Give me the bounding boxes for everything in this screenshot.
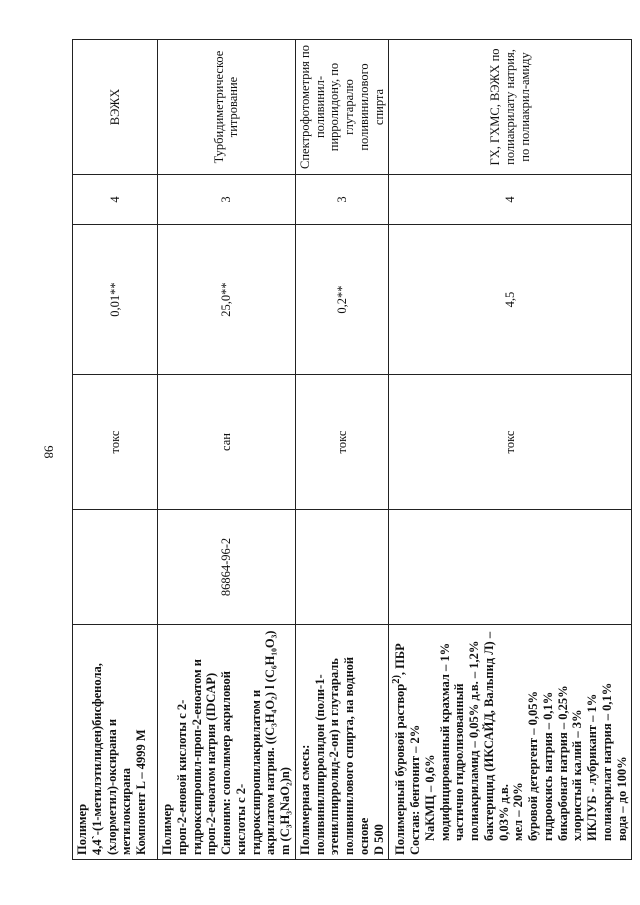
substance-table [72, 39, 632, 860]
mud-title: Полимерный буровой раствор [393, 683, 408, 855]
table-row [158, 40, 296, 860]
cas-number [295, 510, 389, 625]
substance-name: Полимер 4,4`-(1-метилэтилиден)бисфенола, (хлорметил)-оксирана и метилоксирана Компонент L – 4999 М [73, 625, 158, 860]
substance-name: Полимерная смесь: поливинилпирролидон (поли-1-этенилпирролид-2-он) и глутараль поливинилового спирта, на водной основе D 500 [295, 625, 389, 860]
analysis-method: ГХ, ГХМС, ВЭЖХ по полиакрилату натрия, по полиакрил-амиду [389, 40, 632, 175]
substance-name: Полимерный буровой раствор$^{2)}$, ПБР Состав: бентонит – 2% NaКМЦ – 0,6% модифицированный крахмал – 1% частично гидролизованный полиакриламид – 0,05% д.в. – 1,2% бактерицид (ИКСАЙД, Вальпид Л) – 0,03% д.в. мел – 20% буровой детергент – 0,05% гидроокись натрия – 0,1% бикарбонат натрия – 0,25% хлористый калий – 3% ИКЛУБ - лубрикант – 1% полиакрилат натрия – 0,1% вода – до 100% [389, 625, 632, 860]
list-item: полиакрилат натрия – 0,1% [599, 682, 614, 841]
mpc-value: 4,5 [389, 225, 632, 375]
list-item: частично гидролизованный полиакриламид – 0,05% д.в. – 1,2% [452, 640, 482, 841]
analysis-method: ВЭЖХ [73, 40, 158, 175]
hazard-class: 3 [158, 175, 296, 225]
mpc-value: 25,0** [158, 225, 296, 375]
list-item: гидроокись натрия – 0,1% [540, 691, 555, 841]
list-item: модифицированный крахмал – 1% [437, 642, 452, 841]
list-item: ИКЛУБ - лубрикант – 1% [585, 693, 600, 841]
table-row [389, 40, 632, 860]
hazard-class: 4 [389, 175, 632, 225]
hazard-class: 3 [295, 175, 389, 225]
cas-number [73, 510, 158, 625]
list-item: NaКМЦ – 0,6% [422, 754, 437, 841]
page-number: 98 [41, 445, 57, 459]
substance-name: Полимер проп-2-еновой кислоты с 2-гидроксипропил-проп-2-еноатом и проп-2-еноатом натрия (IDCAP) Синоним: сополимер акриловой кислоты с 2-гидроксипропилакрилатом и акрилатом натрия. ((C₃H₄O₂) l (C₆H₁₀O₃) m (C₃H₃NaO₂)n) [158, 625, 296, 860]
list-item: мел – 20% [511, 782, 526, 841]
analysis-method: Турбидиметрическое титрование [158, 40, 296, 175]
footnote-ref: 2) [391, 675, 403, 684]
hazard-class-type: токс [389, 375, 632, 510]
hazard-class-type: сан [158, 375, 296, 510]
mpc-value: 0,2** [295, 225, 389, 375]
list-item: буровой детергент – 0,05% [526, 691, 541, 841]
hazard-class-type: токс [73, 375, 158, 510]
cas-number: 86864-96-2 [158, 510, 296, 625]
cas-number [389, 510, 632, 625]
list-item: вода – до 100% [614, 756, 629, 841]
hazard-class: 4 [73, 175, 158, 225]
table-row [295, 40, 389, 860]
list-item: бикарбонат натрия – 0,25% [555, 685, 570, 841]
list-item: хлористый калий – 3% [570, 709, 585, 841]
mpc-value: 0,01** [73, 225, 158, 375]
composition-label: Состав: бентонит – 2% [408, 724, 423, 855]
analysis-method: Спектрофотометрия по поливинил-пирролидону, по глутаралю поливинилового спирта [295, 40, 389, 175]
rotated-table-container [72, 40, 629, 860]
list-item: бактерицид (ИКСАЙД, Вальпид Л) – 0,03% д.в. [481, 631, 511, 841]
hazard-class-type: токс [295, 375, 389, 510]
table-row [73, 40, 158, 860]
